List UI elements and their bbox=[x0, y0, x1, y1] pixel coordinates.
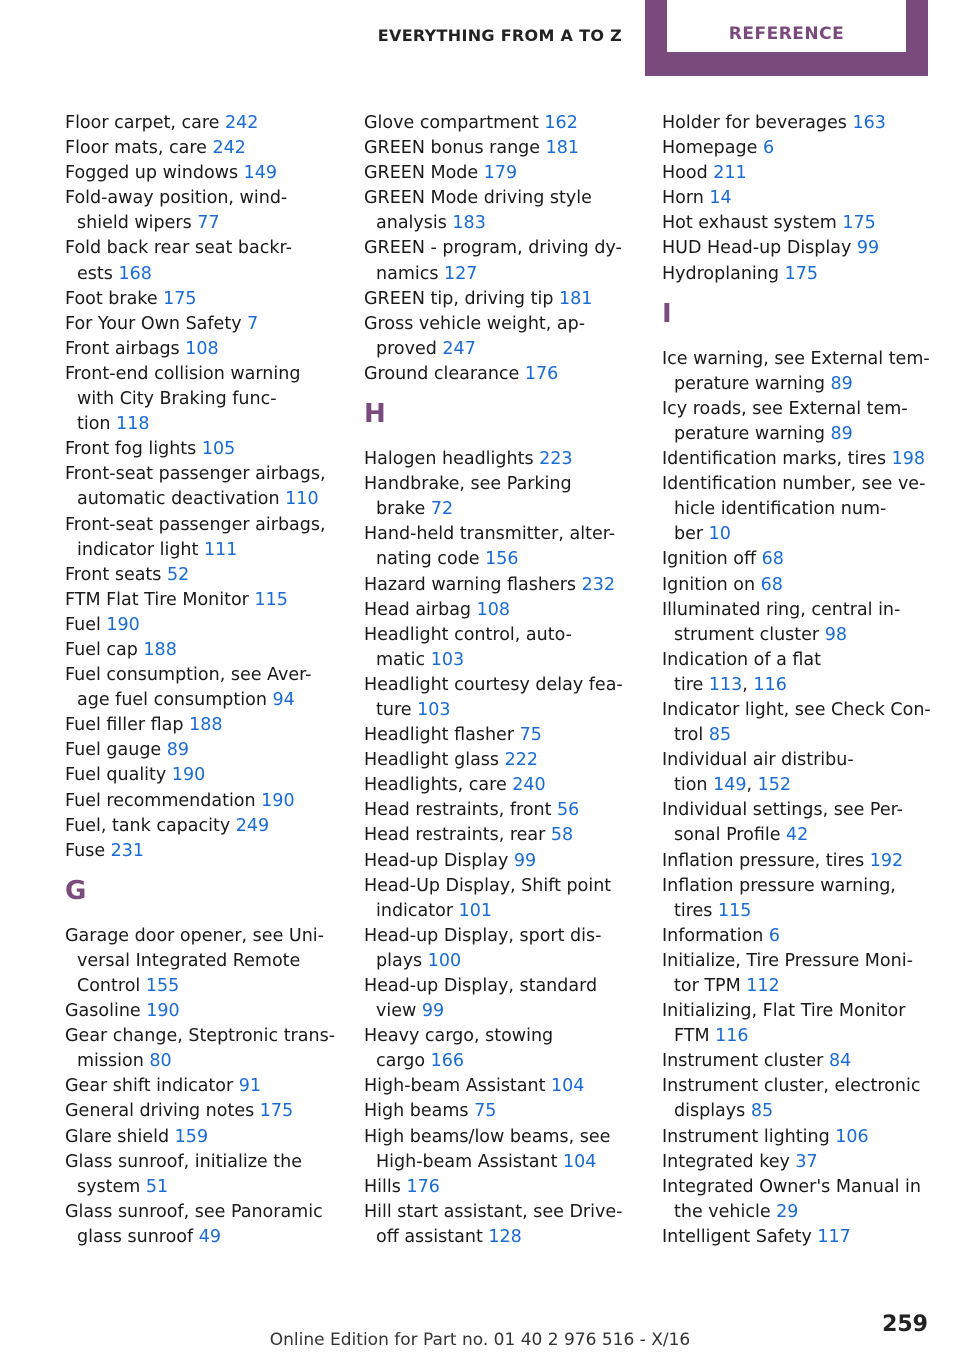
index-entry: Front-seat passenger airbags, automatic deactivation 110 bbox=[65, 464, 326, 510]
index-entry: Ignition on 68 bbox=[662, 574, 783, 595]
page-reference-link[interactable]: 231 bbox=[110, 840, 145, 861]
page-reference-link[interactable]: 6 bbox=[762, 138, 775, 159]
page-reference-link[interactable]: 68 bbox=[760, 574, 783, 595]
index-entry: Fuel gauge 89 bbox=[65, 740, 190, 761]
index-entry: GREEN Mode 179 bbox=[364, 163, 518, 184]
index-entry: Headlight glass 222 bbox=[364, 750, 539, 771]
index-entry: Ground clearance 176 bbox=[364, 363, 559, 384]
index-entry: Indicator light, see Check Con- trol 85 bbox=[662, 699, 931, 746]
page-reference-link[interactable]: 51 bbox=[145, 1176, 169, 1197]
index-entry: Identification number, see ve- hicle identification num- ber 10 bbox=[662, 474, 926, 545]
page-reference-link[interactable]: 89 bbox=[830, 373, 853, 394]
index-entry: Handbrake, see Parking brake 72 bbox=[364, 474, 572, 520]
page-reference-link[interactable]: 58 bbox=[550, 825, 574, 846]
index-entry: High-beam Assistant 104 bbox=[364, 1076, 585, 1097]
page-number: 259 bbox=[882, 1312, 928, 1337]
index-entry: Fold back rear seat backr- ests 168 bbox=[65, 238, 292, 284]
page-reference-link[interactable]: 14 bbox=[709, 188, 732, 209]
page-reference-link[interactable]: 29 bbox=[776, 1201, 799, 1222]
page-reference-link[interactable]: 242 bbox=[212, 138, 246, 159]
page-reference-link[interactable]: 10 bbox=[708, 524, 731, 545]
index-entry: Gasoline 190 bbox=[65, 1001, 180, 1022]
index-entry: Fogged up windows 149 bbox=[65, 163, 278, 184]
page-reference-link[interactable]: 42 bbox=[786, 825, 809, 846]
index-entry: Instrument lighting 106 bbox=[662, 1126, 869, 1147]
page-reference-link[interactable]: 89 bbox=[166, 740, 190, 761]
page-reference-link[interactable]: 115 bbox=[717, 900, 752, 921]
index-entry: Gear shift indicator 91 bbox=[65, 1076, 262, 1097]
index-entry: Fuel consumption, see Aver- age fuel consumption 94 bbox=[65, 665, 312, 711]
page-reference-link[interactable]: 249 bbox=[235, 815, 270, 836]
page-reference-link[interactable]: 85 bbox=[750, 1101, 774, 1122]
index-entry: Fuel, tank capacity 249 bbox=[65, 815, 270, 836]
index-entry: High beams 75 bbox=[364, 1101, 497, 1122]
section-tab bbox=[645, 0, 928, 76]
index-entry: Head-up Display 99 bbox=[364, 850, 537, 871]
page-reference-link[interactable]: 175 bbox=[784, 263, 818, 284]
page-reference-link[interactable]: 198 bbox=[891, 449, 926, 470]
index-entry: Hood 211 bbox=[662, 163, 747, 184]
index-entry: GREEN bonus range 181 bbox=[364, 138, 580, 159]
page-reference-link[interactable]: 162 bbox=[544, 113, 578, 133]
page-reference-link[interactable]: 99 bbox=[513, 850, 537, 871]
page-reference-link[interactable]: 188 bbox=[143, 639, 177, 660]
page-reference-link[interactable]: 181 bbox=[559, 288, 593, 309]
page-reference-link[interactable]: 166 bbox=[430, 1051, 465, 1072]
page-reference-link[interactable]: 183 bbox=[452, 213, 486, 234]
page-reference-link[interactable]: 190 bbox=[106, 614, 140, 635]
page-reference-link[interactable]: 190 bbox=[171, 765, 206, 786]
page-reference-link[interactable]: 52 bbox=[166, 564, 190, 585]
index-entry: Head restraints, rear 58 bbox=[364, 825, 574, 846]
page-reference-link[interactable]: 49 bbox=[198, 1226, 222, 1247]
page-reference-link[interactable]: 91 bbox=[238, 1076, 262, 1097]
page-reference-link[interactable]: 99 bbox=[856, 238, 880, 259]
page-reference-link[interactable]: 68 bbox=[761, 549, 784, 570]
page-reference-link[interactable]: 232 bbox=[581, 574, 615, 595]
index-entry: HUD Head-up Display 99 bbox=[662, 238, 880, 259]
page-reference-link[interactable]: 98 bbox=[824, 624, 847, 645]
page-reference-link[interactable]: 77 bbox=[197, 213, 220, 234]
index-entry: Glare shield 159 bbox=[65, 1126, 209, 1147]
index-entry: Headlight courtesy delay fea- ture 103 bbox=[364, 674, 623, 720]
page-reference-link[interactable]: 104 bbox=[563, 1151, 597, 1172]
page-reference-link[interactable]: 175 bbox=[163, 288, 197, 309]
page-reference-link[interactable]: 105 bbox=[201, 439, 236, 460]
index-column-2 bbox=[364, 111, 646, 1250]
index-entry: Inflation pressure, tires 192 bbox=[662, 850, 904, 871]
page-reference-link[interactable]: 152 bbox=[757, 775, 792, 796]
index-entry: Fold-away position, wind- shield wipers 77 bbox=[65, 188, 288, 234]
index-entry: Fuel 190 bbox=[65, 614, 140, 635]
page-reference-link[interactable]: 94 bbox=[272, 690, 295, 711]
page-reference-link[interactable]: 108 bbox=[185, 338, 219, 359]
index-entry: Inflation pressure warning, tires 115 bbox=[662, 875, 896, 921]
index-entry: Integrated key 37 bbox=[662, 1151, 818, 1172]
page-reference-link[interactable]: 75 bbox=[474, 1101, 497, 1122]
index-entry: Headlight control, auto- matic 103 bbox=[364, 624, 572, 670]
index-column-3 bbox=[662, 111, 944, 1250]
index-entry: Identification marks, tires 198 bbox=[662, 449, 926, 470]
index-entry: Fuse 231 bbox=[65, 840, 145, 861]
page-reference-link[interactable]: 127 bbox=[444, 263, 478, 284]
page-reference-link[interactable]: 84 bbox=[828, 1051, 852, 1072]
index-entry: Headlight flasher 75 bbox=[364, 725, 542, 746]
page-reference-link[interactable]: 175 bbox=[259, 1101, 294, 1122]
index-entry: Front-seat passenger airbags, indicator light 111 bbox=[65, 514, 326, 560]
page-reference-link[interactable]: 181 bbox=[545, 138, 580, 159]
footer-edition: Online Edition for Part no. 01 40 2 976 516 - X/16 bbox=[269, 1330, 691, 1350]
index-entry: Indication of a flat tire 113, 116 bbox=[662, 649, 821, 695]
page-reference-link[interactable]: 190 bbox=[261, 790, 295, 811]
page-reference-link[interactable]: 211 bbox=[713, 163, 747, 184]
index-entry: Glass sunroof, initialize the system 51 bbox=[65, 1151, 302, 1197]
index-entry: Information 6 bbox=[662, 925, 781, 946]
page-reference-link[interactable]: 159 bbox=[174, 1126, 209, 1147]
page-reference-link[interactable]: 149 bbox=[243, 163, 278, 184]
index-entry: Hot exhaust system 175 bbox=[662, 213, 876, 234]
index-entry: Hazard warning flashers 232 bbox=[364, 574, 615, 595]
page-reference-link[interactable]: 168 bbox=[118, 263, 152, 284]
index-letter-heading: I bbox=[662, 298, 672, 329]
index-entry: Gear change, Steptronic trans- mission 80 bbox=[65, 1026, 336, 1072]
page-reference-link[interactable]: 188 bbox=[189, 715, 223, 736]
index-entry: Front fog lights 105 bbox=[65, 439, 236, 460]
index-entry: Ignition off 68 bbox=[662, 549, 784, 570]
index-entry: Head-up Display, sport dis- plays 100 bbox=[364, 925, 602, 971]
index-entry: Ice warning, see External tem- perature warning 89 bbox=[662, 348, 930, 394]
page-reference-link[interactable]: 116 bbox=[753, 674, 787, 695]
index-entry: FTM Flat Tire Monitor 115 bbox=[65, 589, 288, 610]
index-entry: Floor carpet, care 242 bbox=[65, 113, 259, 133]
page-reference-link[interactable]: 75 bbox=[519, 725, 542, 746]
page-reference-link[interactable]: 223 bbox=[539, 449, 573, 470]
page-reference-link[interactable]: 112 bbox=[746, 976, 780, 996]
index-entry: Glass sunroof, see Panoramic glass sunroof 49 bbox=[65, 1201, 323, 1247]
index-entry: Individual settings, see Per- sonal Profile 42 bbox=[662, 800, 904, 846]
page-reference-link[interactable]: 113 bbox=[708, 674, 743, 695]
index-entry: GREEN tip, driving tip 181 bbox=[364, 288, 593, 309]
index-entry: Hill start assistant, see Drive- off assistant 128 bbox=[364, 1201, 623, 1247]
page-reference-link[interactable]: 179 bbox=[483, 163, 518, 184]
page-reference-link[interactable]: 80 bbox=[149, 1051, 172, 1072]
page-reference-link[interactable]: 37 bbox=[795, 1151, 818, 1172]
page-reference-link[interactable]: 111 bbox=[203, 539, 238, 560]
index-entry: Holder for beverages 163 bbox=[662, 113, 886, 133]
page-reference-link[interactable]: 240 bbox=[512, 775, 546, 796]
index-entry: Head restraints, front 56 bbox=[364, 800, 580, 821]
section-title: EVERYTHING FROM A TO Z bbox=[377, 26, 622, 45]
index-letter-heading: G bbox=[65, 875, 87, 906]
index-entry: Initializing, Flat Tire Monitor FTM 116 bbox=[662, 1001, 906, 1047]
page-reference-link[interactable]: 115 bbox=[254, 589, 288, 610]
page-reference-link[interactable]: 222 bbox=[504, 750, 539, 771]
index-entry: For Your Own Safety 7 bbox=[65, 313, 259, 334]
page-reference-link[interactable]: 163 bbox=[852, 113, 886, 133]
page-reference-link[interactable]: 106 bbox=[835, 1126, 869, 1147]
index-entry: Illuminated ring, central in- strument cluster 98 bbox=[662, 599, 901, 645]
page-reference-link[interactable]: 108 bbox=[476, 599, 511, 620]
index-entry: General driving notes 175 bbox=[65, 1101, 294, 1122]
index-entry: Instrument cluster, electronic displays 85 bbox=[662, 1076, 921, 1122]
page-reference-link[interactable]: 89 bbox=[830, 423, 853, 444]
page-reference-link[interactable]: 116 bbox=[715, 1026, 749, 1047]
page-reference-link[interactable]: 103 bbox=[430, 649, 465, 670]
index-entry: Homepage 6 bbox=[662, 138, 775, 159]
page-reference-link[interactable]: 117 bbox=[817, 1226, 851, 1247]
page-reference-link[interactable]: 128 bbox=[488, 1226, 522, 1247]
index-entry: Initialize, Tire Pressure Moni- tor TPM 112 bbox=[662, 950, 913, 996]
index-entry: Heavy cargo, stowing cargo 166 bbox=[364, 1026, 554, 1072]
section-tab-label: REFERENCE bbox=[728, 24, 845, 44]
index-entry: Fuel quality 190 bbox=[65, 765, 206, 786]
index-entry: Halogen headlights 223 bbox=[364, 449, 573, 470]
index-entry: Individual air distribu- tion 149, 152 bbox=[662, 750, 854, 796]
index-entry: Front seats 52 bbox=[65, 564, 190, 585]
page-reference-link[interactable]: 85 bbox=[708, 725, 732, 746]
page-reference-link[interactable]: 6 bbox=[768, 925, 781, 946]
index-entry: Garage door opener, see Uni- versal Integrated Remote Control 155 bbox=[65, 925, 324, 996]
page-reference-link[interactable]: 56 bbox=[557, 800, 580, 821]
page-reference-link[interactable]: 104 bbox=[551, 1076, 585, 1097]
index-entry: Fuel recommendation 190 bbox=[65, 790, 295, 811]
page-reference-link[interactable]: 175 bbox=[842, 213, 876, 234]
page-reference-link[interactable]: 242 bbox=[225, 113, 259, 133]
page-reference-link[interactable]: 99 bbox=[421, 1001, 445, 1022]
index-entry: Floor mats, care 242 bbox=[65, 138, 246, 159]
index-column-1 bbox=[65, 111, 347, 1250]
index-entry: Icy roads, see External tem- perature warning 89 bbox=[662, 398, 908, 444]
index-entry: GREEN - program, driving dy- namics 127 bbox=[364, 238, 622, 284]
index-entry: GREEN Mode driving style analysis 183 bbox=[364, 188, 592, 234]
index-entry: High beams/low beams, see High-beam Assistant 104 bbox=[364, 1126, 611, 1172]
page-reference-link[interactable]: 110 bbox=[285, 489, 319, 510]
page-reference-link[interactable]: 190 bbox=[146, 1001, 180, 1022]
index-entry: Hydroplaning 175 bbox=[662, 263, 818, 284]
page-reference-link[interactable]: 192 bbox=[869, 850, 904, 871]
index-entry: Glove compartment 162 bbox=[364, 113, 578, 133]
index-entry: Head-Up Display, Shift point indicator 101 bbox=[364, 875, 612, 921]
index-entry: Headlights, care 240 bbox=[364, 775, 546, 796]
page-reference-link[interactable]: 149 bbox=[713, 775, 747, 796]
index-entry: Front airbags 108 bbox=[65, 338, 219, 359]
index-entry: Hills 176 bbox=[364, 1176, 440, 1197]
index-entry: Foot brake 175 bbox=[65, 288, 197, 309]
index-entry: Horn 14 bbox=[662, 188, 732, 209]
page-reference-link[interactable]: 72 bbox=[430, 499, 454, 520]
index-entry: Fuel filler flap 188 bbox=[65, 715, 223, 736]
index-entry: Integrated Owner's Manual in the vehicle 29 bbox=[662, 1176, 921, 1222]
page-reference-link[interactable]: 247 bbox=[442, 338, 476, 359]
index-entry: Gross vehicle weight, ap- proved 247 bbox=[364, 313, 586, 359]
page-reference-link[interactable]: 155 bbox=[145, 976, 180, 996]
index-entry: Head-up Display, standard view 99 bbox=[364, 976, 598, 1022]
page-reference-link[interactable]: 7 bbox=[247, 313, 259, 334]
page-reference-link[interactable]: 118 bbox=[116, 414, 150, 435]
page-reference-link[interactable]: 156 bbox=[485, 549, 519, 570]
index-entry: Front-end collision warning with City Braking func- tion 118 bbox=[65, 363, 301, 435]
index-letter-heading: H bbox=[364, 399, 386, 430]
page-reference-link[interactable]: 100 bbox=[427, 950, 462, 971]
index-entry: Fuel cap 188 bbox=[65, 639, 177, 660]
page-reference-link[interactable]: 176 bbox=[406, 1176, 440, 1197]
index-entry: Hand-held transmitter, alter- nating code 156 bbox=[364, 524, 616, 570]
index-entry: Instrument cluster 84 bbox=[662, 1051, 852, 1072]
page-reference-link[interactable]: 176 bbox=[524, 363, 559, 384]
index-entry: Intelligent Safety 117 bbox=[662, 1226, 851, 1247]
page-reference-link[interactable]: 101 bbox=[458, 900, 493, 921]
page-reference-link[interactable]: 103 bbox=[417, 699, 451, 720]
index-entry: Head airbag 108 bbox=[364, 599, 511, 620]
